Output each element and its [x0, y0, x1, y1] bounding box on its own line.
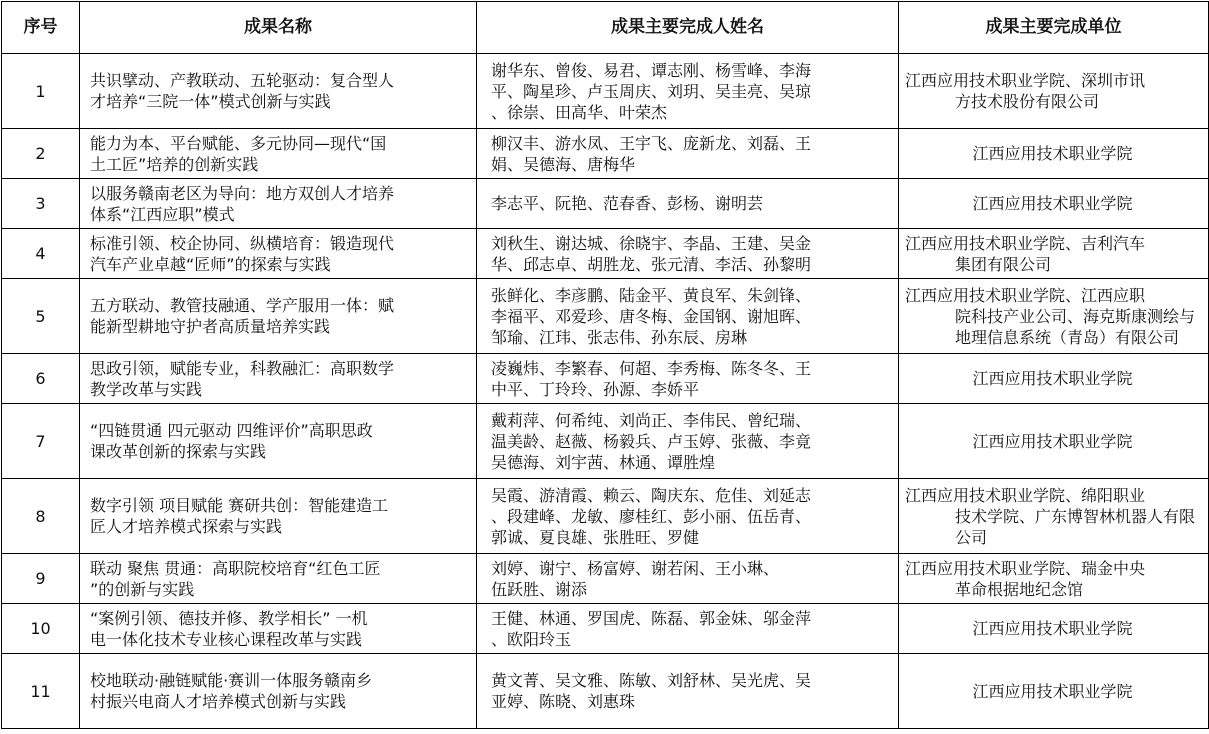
table-row — [2, 654, 1209, 729]
main-unit — [899, 554, 1209, 604]
main-unit-line: 技术学院、广东博智林机器人有限 — [955, 506, 1196, 526]
main-contributors — [477, 604, 899, 654]
achievement-name-line: 校地联动·融链赋能·赛训一体服务赣南乡 — [90, 671, 373, 690]
main-contributors-line: 柳汉丰、游水凤、王宇飞、庞新龙、刘磊、王 — [491, 133, 812, 153]
main-unit — [899, 54, 1209, 129]
achievement-name-line: 数字引领 项目赋能 赛研共创：智能建造工 — [90, 496, 389, 515]
main-contributors-line: 亚婷、陈晓、刘惠珠 — [491, 692, 636, 711]
achievement-name — [80, 179, 477, 229]
achievement-name-line: “四链贯通 四元驱动 四维评价”高职思政 — [90, 421, 373, 440]
row-index: 9 — [2, 554, 80, 604]
main-contributors — [477, 279, 899, 354]
main-contributors-line: 、欧阳玲玉 — [491, 629, 572, 649]
main-unit-line: 江西应用技术职业学院 — [972, 144, 1133, 163]
achievement-name-line: 以服务赣南老区为导向：地方双创人才培养 — [90, 183, 395, 203]
achievement-name-line: 联动 聚焦 贯通：高职院校培育“红色工匠 — [90, 558, 381, 578]
main-contributors-line: 华、邱志卓、胡胜龙、张元清、李活、孙黎明 — [491, 254, 812, 274]
row-index: 6 — [2, 354, 80, 404]
achievement-name-line: 土工匠”培养的创新实践 — [90, 154, 259, 174]
main-unit-line: 江西应用技术职业学院、深圳市讯 — [905, 71, 1146, 90]
main-unit-line: 江西应用技术职业学院、吉利汽车 — [905, 233, 1146, 253]
main-contributors-line: 戴莉萍、何希纯、刘尚正、李伟民、曾纪瑞、 — [491, 410, 812, 430]
main-contributors-line: 、徐崇、田高华、叶荣杰 — [491, 102, 668, 122]
row-index: 1 — [2, 54, 80, 129]
achievement-name — [80, 129, 477, 179]
main-unit — [899, 229, 1209, 279]
main-contributors-line: 刘婷、谢宁、杨富婷、谢若闲、王小琳、 — [491, 558, 780, 578]
row-index: 8 — [2, 479, 80, 554]
achievement-table — [1, 1, 1209, 729]
main-unit-line: 公司 — [955, 527, 988, 547]
achievement-name-line: “案例引领、德技并修、教学相长” 一机 — [90, 608, 368, 628]
table-row — [2, 404, 1209, 479]
achievement-name-line: 才培养“三院一体”模式创新与实践 — [90, 92, 331, 111]
main-unit — [899, 404, 1209, 479]
achievement-name-line: 思政引领，赋能专业，科教融汇：高职数学 — [90, 358, 395, 378]
achievement-name-line: 教学改革与实践 — [90, 379, 203, 399]
main-contributors-line: 谢华东、曾俊、易君、谭志刚、杨雪峰、李海 — [491, 60, 812, 80]
main-contributors-line: 王健、林通、罗国虎、陈磊、郭金妹、邬金萍 — [491, 608, 812, 628]
main-contributors-line: 、段建峰、龙敏、廖桂红、彭小丽、伍岳青、 — [491, 506, 812, 526]
main-contributors-line: 平、陶星珍、卢玉周庆、刘玥、吴圭亮、吴琼 — [491, 81, 812, 101]
table-row — [2, 54, 1209, 129]
main-unit-line: 江西应用技术职业学院、江西应职 — [905, 285, 1146, 305]
main-contributors-line: 温美龄、赵薇、杨毅兵、卢玉婷、张薇、李竟 — [491, 431, 812, 451]
main-contributors-line: 刘秋生、谢达城、徐晓宇、李晶、王建、吴金 — [491, 233, 812, 253]
row-index: 5 — [2, 279, 80, 354]
achievement-name-line: 匠人才培养模式探索与实践 — [90, 517, 283, 536]
table-header-row — [2, 2, 1209, 54]
main-contributors — [477, 354, 899, 404]
achievement-name — [80, 404, 477, 479]
main-unit-line: 江西应用技术职业学院、瑞金中央 — [905, 558, 1146, 578]
table-row — [2, 179, 1209, 229]
table-row — [2, 354, 1209, 404]
achievement-name-line: 能新型耕地守护者高质量培养实践 — [90, 317, 331, 336]
achievement-name-line: 体系“江西应职”模式 — [90, 204, 235, 224]
main-contributors — [477, 179, 899, 229]
main-unit — [899, 129, 1209, 179]
main-unit — [899, 654, 1209, 729]
main-unit — [899, 604, 1209, 654]
row-index: 3 — [2, 179, 80, 229]
achievement-name-line: 五方联动、教管技融通、学产服用一体：赋 — [90, 296, 395, 315]
table-row — [2, 604, 1209, 654]
table-row — [2, 554, 1209, 604]
achievement-name — [80, 229, 477, 279]
achievement-name — [80, 604, 477, 654]
main-unit-line: 江西应用技术职业学院 — [972, 681, 1133, 701]
main-unit — [899, 279, 1209, 354]
achievement-name — [80, 479, 477, 554]
main-unit-line: 江西应用技术职业学院 — [972, 431, 1133, 451]
main-contributors — [477, 229, 899, 279]
main-contributors-line: 吴霞、游清霞、赖云、陶庆东、危佳、刘延志 — [491, 485, 812, 505]
achievement-name-line: 能力为本、平台赋能、多元协同—现代“国 — [90, 133, 387, 153]
main-unit-line: 集团有限公司 — [955, 254, 1052, 274]
row-index: 7 — [2, 404, 80, 479]
header-unit: 成果主要完成单位 — [899, 2, 1209, 54]
main-unit — [899, 179, 1209, 229]
main-contributors-line: 中平、丁玲玲、孙源、李娇平 — [491, 379, 700, 399]
main-contributors-line: 郭诚、夏良雄、张胜旺、罗健 — [491, 527, 700, 547]
main-unit — [899, 479, 1209, 554]
main-contributors-line: 吴德海、刘宇茜、林通、谭胜煌 — [491, 452, 716, 472]
table-body — [2, 54, 1209, 729]
achievement-name-line: 电一体化技术专业核心课程改革与实践 — [90, 629, 363, 649]
achievement-name-line: 课改革创新的探索与实践 — [90, 442, 267, 461]
main-contributors-line: 娟、吴德海、唐梅华 — [491, 154, 636, 174]
main-unit-line: 江西应用技术职业学院、绵阳职业 — [905, 485, 1146, 505]
main-unit-line: 院科技产业公司、海克斯康测绘与 — [955, 306, 1196, 326]
main-contributors-line: 邹瑜、江玮、张志伟、孙东辰、房琳 — [491, 327, 748, 347]
main-unit-line: 江西应用技术职业学院 — [972, 369, 1133, 388]
achievement-name — [80, 279, 477, 354]
main-contributors-line: 凌巍炜、李繁春、何超、李秀梅、陈冬冬、王 — [491, 358, 812, 378]
main-contributors-line: 黄文菁、吴文雅、陈敏、刘舒林、吴光虎、吴 — [491, 671, 812, 690]
row-index: 4 — [2, 229, 80, 279]
main-contributors-line: 李志平、阮艳、范春香、彭杨、谢明芸 — [491, 194, 764, 213]
achievement-name-line: 共识擘动、产教联动、五轮驱动：复合型人 — [90, 71, 395, 90]
main-contributors — [477, 554, 899, 604]
main-unit — [899, 354, 1209, 404]
header-name: 成果名称 — [80, 2, 477, 54]
header-index: 序号 — [2, 2, 80, 54]
main-contributors-line: 李福平、邓爱珍、唐冬梅、金国钢、谢旭晖、 — [491, 306, 812, 326]
main-unit-line: 江西应用技术职业学院 — [972, 194, 1133, 213]
achievement-name — [80, 354, 477, 404]
main-contributors — [477, 654, 899, 729]
main-contributors — [477, 404, 899, 479]
main-contributors-line: 伍跃胜、谢添 — [491, 579, 588, 599]
main-contributors — [477, 54, 899, 129]
main-contributors-line: 张鲜化、李彦鹏、陆金平、黄良军、朱剑锋、 — [491, 285, 812, 305]
main-unit-line: 方技术股份有限公司 — [955, 92, 1100, 111]
table-row — [2, 129, 1209, 179]
achievement-name-line: ”的创新与实践 — [90, 579, 195, 599]
achievement-name — [80, 554, 477, 604]
table-row — [2, 479, 1209, 554]
achievement-name — [80, 54, 477, 129]
main-contributors — [477, 129, 899, 179]
achievement-name — [80, 654, 477, 729]
main-contributors — [477, 479, 899, 554]
table-row — [2, 229, 1209, 279]
main-unit-line: 江西应用技术职业学院 — [972, 619, 1133, 638]
main-unit-line: 革命根据地纪念馆 — [955, 579, 1084, 599]
main-unit-line: 地理信息系统（青岛）有限公司 — [955, 327, 1180, 347]
achievement-name-line: 村振兴电商人才培养模式创新与实践 — [90, 692, 347, 711]
header-people: 成果主要完成人姓名 — [477, 2, 899, 54]
table-row — [2, 279, 1209, 354]
achievement-name-line: 标准引领、校企协同、纵横培育：锻造现代 — [90, 233, 395, 253]
achievement-name-line: 汽车产业卓越“匠师”的探索与实践 — [90, 254, 331, 274]
row-index: 10 — [2, 604, 80, 654]
row-index: 2 — [2, 129, 80, 179]
row-index: 11 — [2, 654, 80, 729]
